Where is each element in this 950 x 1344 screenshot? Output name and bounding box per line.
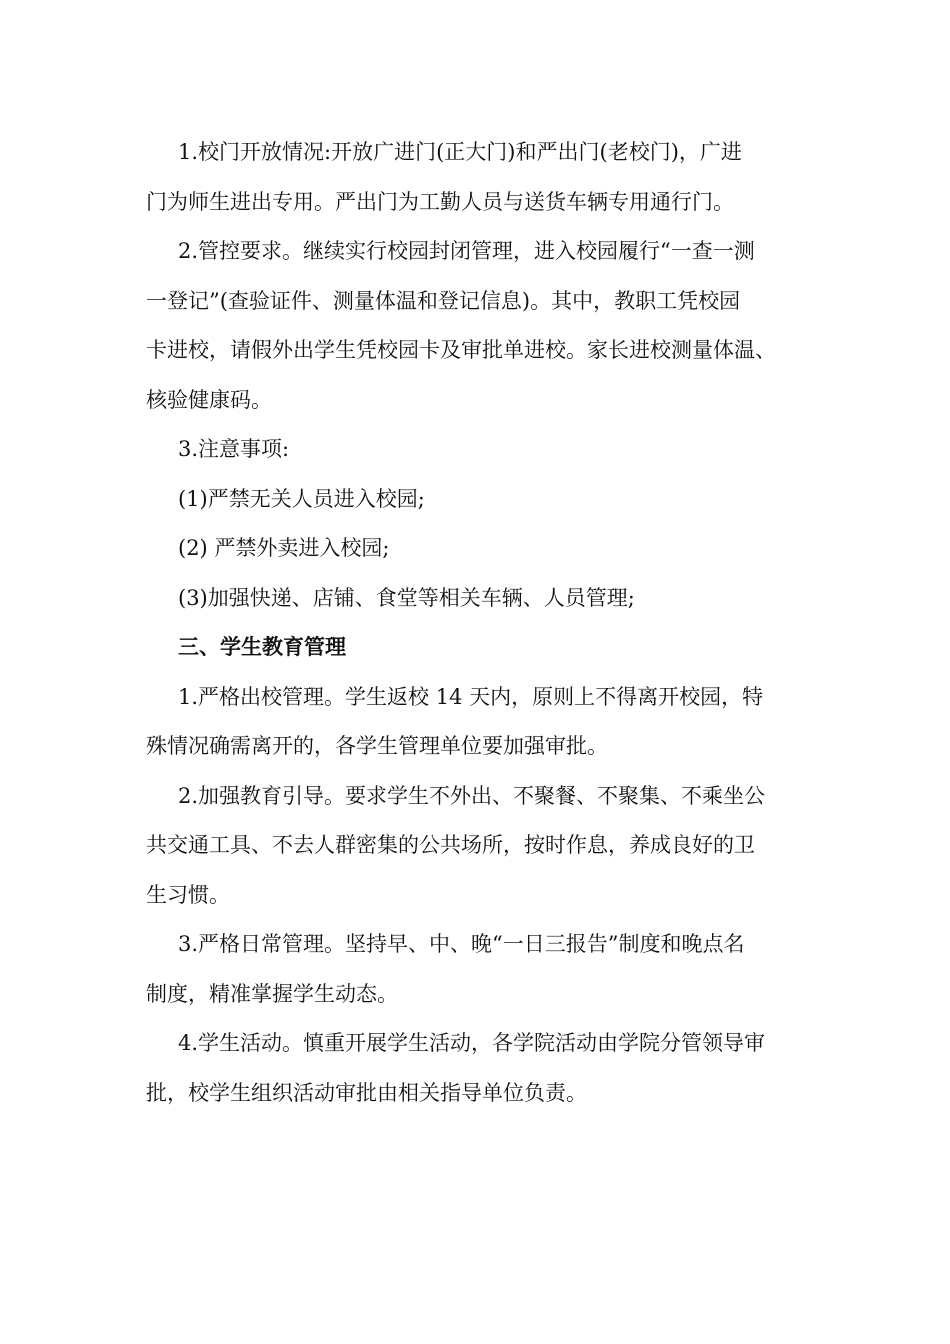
text-line: 3.注意事项: — [178, 437, 290, 461]
text-line: 1.严格出校管理。学生返校 14 天内，原则上不得离开校园，特 — [178, 684, 764, 709]
text-line: 生习惯。 — [146, 882, 230, 907]
text-line: 一登记”(查验证件、测量体温和登记信息)。其中，教职工凭校园 — [146, 288, 741, 313]
list-item: (1)严禁无关人员进入校园; — [178, 486, 425, 511]
text-line: 1.校门开放情况:开放广进门(正大门)和严出门(老校门)，广进 — [178, 140, 742, 164]
text-line: 核验健康码。 — [146, 387, 272, 412]
text-line: 批，校学生组织活动审批由相关指导单位负责。 — [146, 1080, 587, 1105]
text-line: 共交通工具、不去人群密集的公共场所，按时作息，养成良好的卫 — [146, 833, 755, 857]
list-item: (3)加强快递、店铺、食堂等相关车辆、人员管理; — [178, 585, 635, 610]
text-line: 3.严格日常管理。坚持早、中、晚“一日三报告”制度和晚点名 — [178, 932, 745, 956]
text-line: 殊情况确需离开的，各学生管理单位要加强审批。 — [146, 734, 608, 758]
text-line: 2.加强教育引导。要求学生不外出、不聚餐、不聚集、不乘坐公 — [178, 783, 766, 808]
section-heading: 三、学生教育管理 — [178, 635, 346, 659]
text-line: 卡进校，请假外出学生凭校园卡及审批单进校。家长进校测量体温、 — [146, 338, 776, 362]
list-item: (2) 严禁外卖进入校园; — [178, 536, 390, 560]
text-line: 门为师生进出专用。严出门为工勤人员与送货车辆专用通行门。 — [146, 189, 734, 214]
text-line: 制度，精准掌握学生动态。 — [146, 981, 398, 1006]
text-line: 2.管控要求。继续实行校园封闭管理，进入校园履行“一查一测 — [178, 239, 755, 263]
document-body — [146, 128, 806, 1118]
text-line: 4.学生活动。慎重开展学生活动，各学院活动由学院分管领导审 — [178, 1031, 766, 1055]
